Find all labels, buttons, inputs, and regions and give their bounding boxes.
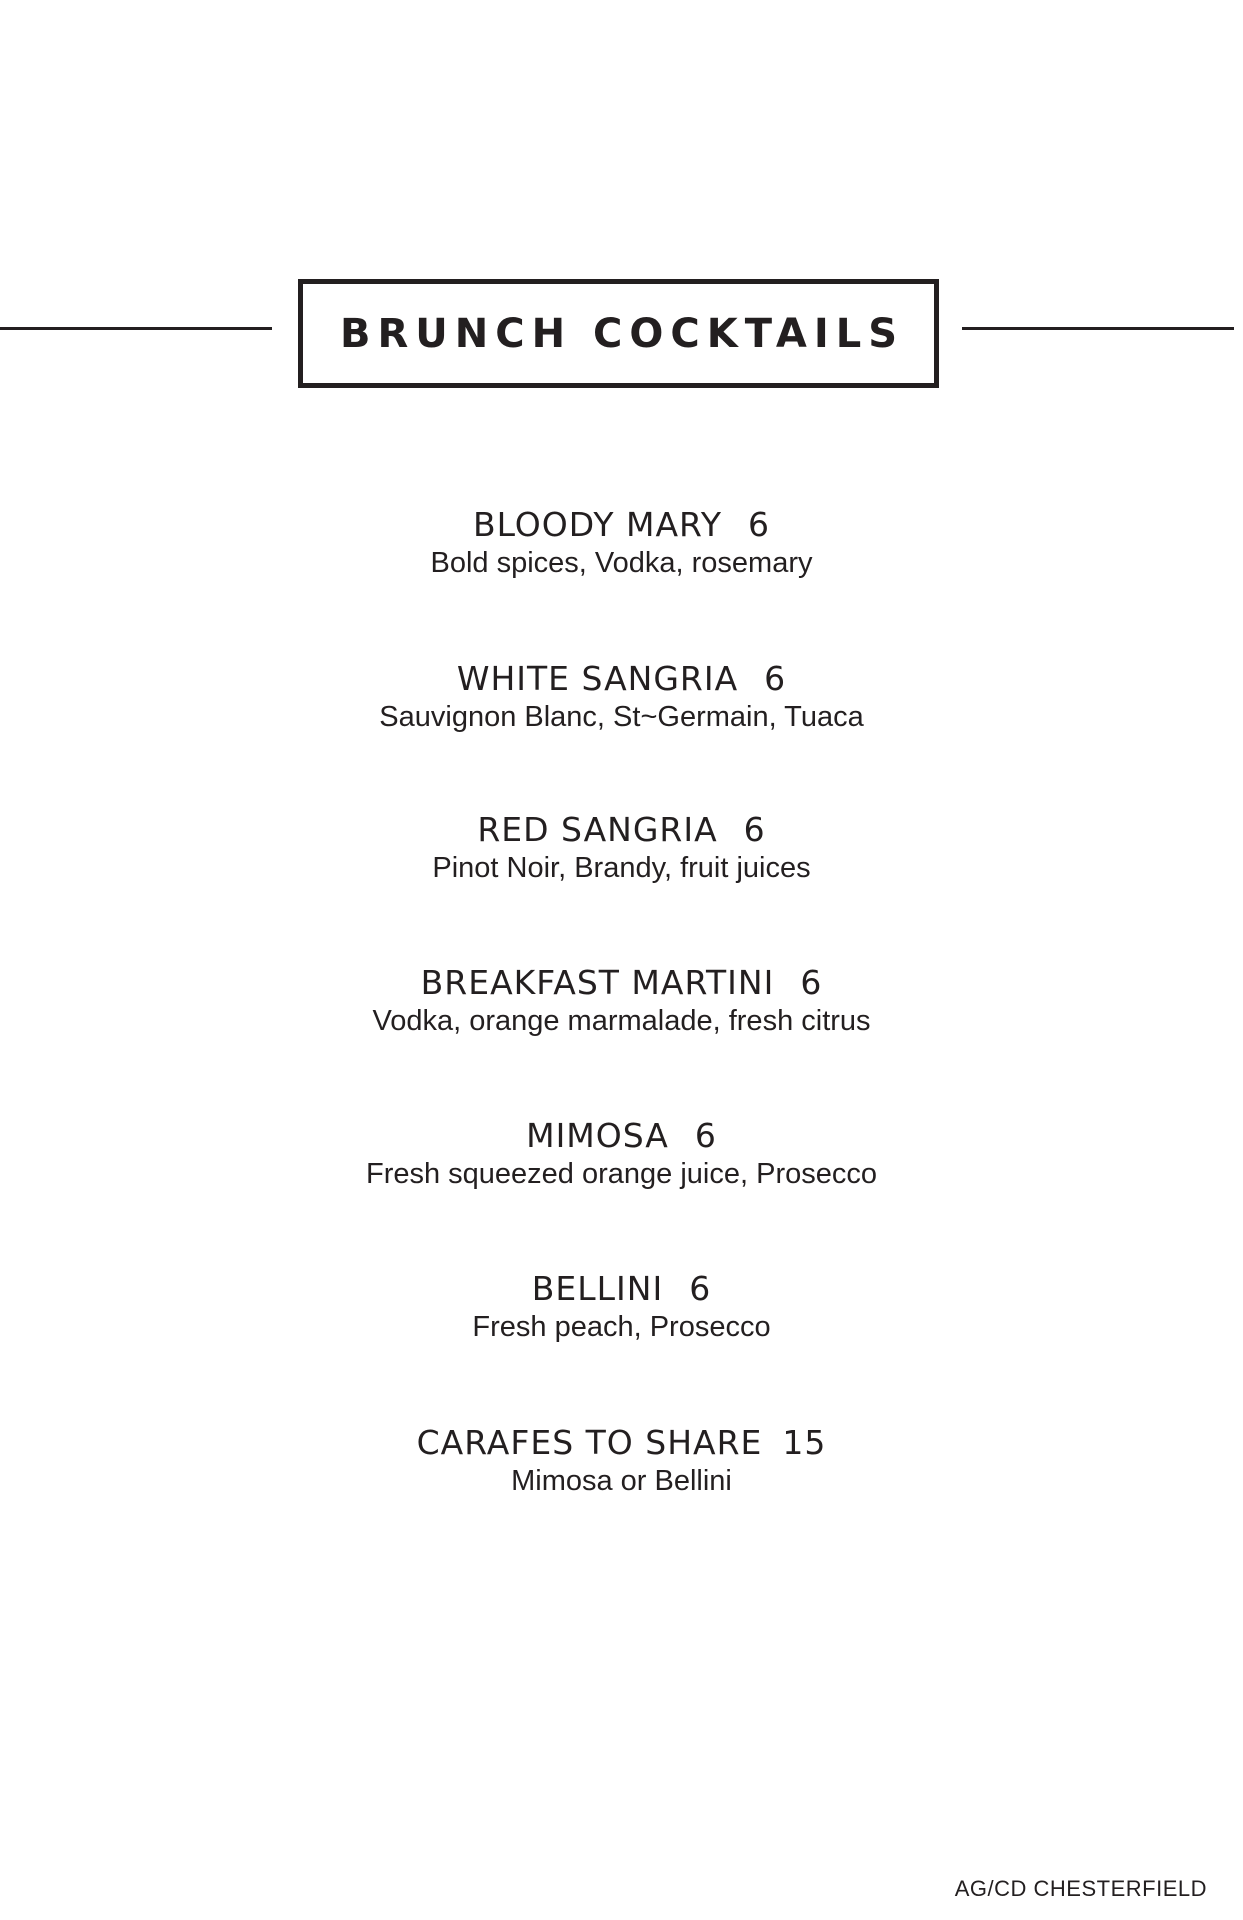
menu-item-name: BREAKFAST MARTINI bbox=[420, 963, 775, 1002]
header-rule-left bbox=[0, 327, 272, 330]
menu-item-price: 15 bbox=[782, 1423, 827, 1462]
title-box bbox=[298, 279, 939, 388]
page-title: BRUNCH COCKTAILS bbox=[339, 310, 905, 357]
menu-item-heading bbox=[0, 810, 1243, 850]
menu-item-description: Mimosa or Bellini bbox=[511, 1465, 732, 1497]
menu-item-heading bbox=[0, 963, 1243, 1003]
menu-item bbox=[0, 1423, 1243, 1499]
menu-item bbox=[0, 505, 1243, 581]
menu-item-description: Fresh peach, Prosecco bbox=[472, 1311, 771, 1343]
menu-item bbox=[0, 963, 1243, 1039]
menu-item-heading bbox=[0, 1423, 1243, 1463]
menu-item-heading bbox=[0, 505, 1243, 545]
menu-item-name: WHITE SANGRIA bbox=[456, 659, 739, 698]
menu-item-name: BELLINI bbox=[531, 1269, 664, 1308]
menu-item-price: 6 bbox=[800, 963, 823, 1002]
menu-item-price: 6 bbox=[748, 505, 771, 544]
menu-item-name: MIMOSA bbox=[526, 1116, 669, 1155]
menu-item-heading bbox=[0, 1116, 1243, 1156]
menu-item-description: Vodka, orange marmalade, fresh citrus bbox=[372, 1005, 871, 1037]
menu-item-description: Bold spices, Vodka, rosemary bbox=[430, 547, 813, 579]
menu-item bbox=[0, 1269, 1243, 1345]
menu-item-description: Sauvignon Blanc, St~Germain, Tuaca bbox=[379, 701, 864, 733]
menu-item-price: 6 bbox=[694, 1116, 717, 1155]
menu-item-name: RED SANGRIA bbox=[477, 810, 718, 849]
menu-item-description: Pinot Noir, Brandy, fruit juices bbox=[432, 852, 811, 884]
menu-item-name: CARAFES TO SHARE bbox=[416, 1423, 763, 1462]
menu-item-price: 6 bbox=[764, 659, 787, 698]
footer-location: AG/CD CHESTERFIELD bbox=[954, 1876, 1207, 1901]
menu-item bbox=[0, 810, 1243, 886]
menu-item bbox=[0, 1116, 1243, 1192]
menu-item-description: Fresh squeezed orange juice, Prosecco bbox=[365, 1158, 877, 1190]
menu-item-heading bbox=[0, 1269, 1243, 1309]
menu-item bbox=[0, 659, 1243, 735]
header-rule-right bbox=[962, 327, 1234, 330]
menu-item-name: BLOODY MARY bbox=[472, 505, 723, 544]
menu-item-price: 6 bbox=[689, 1269, 712, 1308]
menu-item-price: 6 bbox=[743, 810, 766, 849]
menu-item-heading bbox=[0, 659, 1243, 699]
